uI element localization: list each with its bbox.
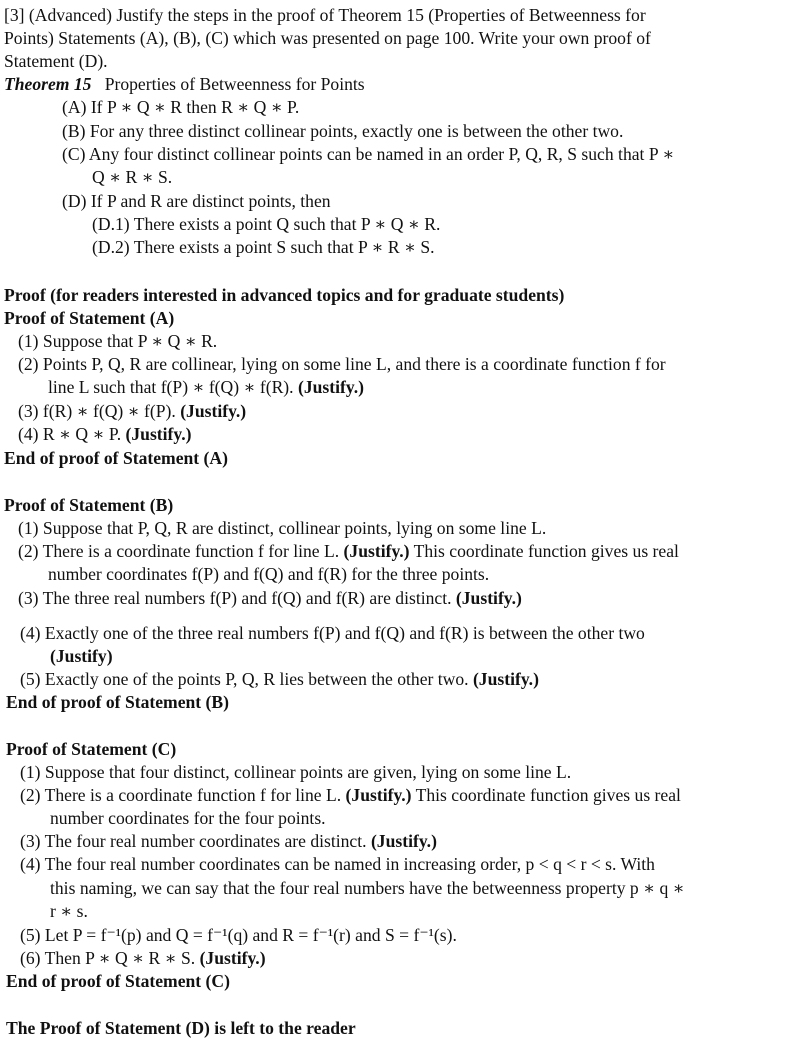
theorem-statement-c-line-2: Q ∗ R ∗ S. xyxy=(92,167,173,187)
justify-label: (Justify.) xyxy=(370,831,437,851)
proof-c-step-5: (5) Let P = f⁻¹(p) and Q = f⁻¹(q) and R = f⁻¹(r) and S = f⁻¹(s). xyxy=(20,925,457,945)
theorem-statement-d1: (D.1) There exists a point Q such that P ∗ Q ∗ R. xyxy=(92,214,441,234)
theorem-statement-a: (A) If P ∗ Q ∗ R then R ∗ Q ∗ P. xyxy=(62,97,300,117)
intro-line-2: Points) Statements (A), (B), (C) which was presented on page 100. Write your own proof of xyxy=(4,28,651,48)
proof-b-step-5: (5) Exactly one of the points P, Q, R lies between the other two. (Justify.) xyxy=(20,669,539,689)
proof-c-step-1: (1) Suppose that four distinct, collinear points are given, lying on some line L. xyxy=(20,762,572,782)
proof-a-step-2-line-2: line L such that f(P) ∗ f(Q) ∗ f(R). (Justify.) xyxy=(48,377,364,397)
theorem-title: Properties of Betweenness for Points xyxy=(104,74,365,94)
proof-c-step-2-line-2: number coordinates for the four points. xyxy=(50,808,326,828)
proof-b-step-3: (3) The three real numbers f(P) and f(Q) and f(R) are distinct. (Justify.) xyxy=(18,588,522,608)
justify-label: (Justify.) xyxy=(343,541,410,561)
proof-a-step-4: (4) R ∗ Q ∗ P. (Justify.) xyxy=(18,424,192,444)
intro-line-1: [3] (Advanced) Justify the steps in the proof of Theorem 15 (Properties of Betweenness for xyxy=(4,5,646,25)
justify-label: (Justify.) xyxy=(345,785,412,805)
proof-b-step-1: (1) Suppose that P, Q, R are distinct, collinear points, lying on some line L. xyxy=(18,518,547,538)
proof-a-end: End of proof of Statement (A) xyxy=(4,448,228,468)
proof-b-step-4-line-1: (4) Exactly one of the three real numbers f(P) and f(Q) and f(R) is between the other two xyxy=(20,623,645,643)
proof-c-step-2-line-1: (2) There is a coordinate function f for line L. (Justify.) This coordinate function gives us real xyxy=(20,785,681,805)
proof-c-end: End of proof of Statement (C) xyxy=(6,971,230,991)
proof-c-step-3: (3) The four real number coordinates are distinct. (Justify.) xyxy=(20,831,437,851)
proof-d-note: The Proof of Statement (D) is left to the reader xyxy=(6,1018,356,1038)
proof-c-step-4-line-3: r ∗ s. xyxy=(50,901,88,921)
theorem-statement-d2: (D.2) There exists a point S such that P ∗ R ∗ S. xyxy=(92,237,435,257)
proof-c-step-4-line-1: (4) The four real number coordinates can be named in increasing order, p < q < r < s. With xyxy=(20,854,655,874)
proof-b-heading: Proof of Statement (B) xyxy=(4,495,174,515)
proof-c-heading: Proof of Statement (C) xyxy=(6,739,177,759)
proof-a-step-2-line-1: (2) Points P, Q, R are collinear, lying on some line L, and there is a coordinate function f for xyxy=(18,354,666,374)
justify-label: (Justify.) xyxy=(455,588,522,608)
proof-heading: Proof (for readers interested in advanced topics and for graduate students) xyxy=(4,285,565,305)
justify-label: (Justify.) xyxy=(472,669,539,689)
intro-line-3: Statement (D). xyxy=(4,51,108,71)
theorem-statement-c-line-1: (C) Any four distinct collinear points can be named in an order P, Q, R, S such that P ∗ xyxy=(62,144,675,164)
justify-label: (Justify.) xyxy=(125,424,192,444)
proof-a-heading: Proof of Statement (A) xyxy=(4,308,175,328)
justify-label: (Justify.) xyxy=(199,948,266,968)
proof-c-step-6: (6) Then P ∗ Q ∗ R ∗ S. (Justify.) xyxy=(20,948,266,968)
proof-a-step-3: (3) f(R) ∗ f(Q) ∗ f(P). (Justify.) xyxy=(18,401,247,421)
theorem-statement-b: (B) For any three distinct collinear points, exactly one is between the other two. xyxy=(62,121,624,141)
theorem-heading xyxy=(4,73,365,96)
proof-b-step-2-line-1: (2) There is a coordinate function f for line L. (Justify.) This coordinate function gives us real xyxy=(18,541,679,561)
proof-b-step-2-line-2: number coordinates f(P) and f(Q) and f(R) for the three points. xyxy=(48,564,490,584)
justify-label: (Justify.) xyxy=(297,377,364,397)
theorem-statement-d: (D) If P and R are distinct points, then xyxy=(62,191,331,211)
theorem-label: Theorem 15 xyxy=(4,74,92,94)
proof-b-end: End of proof of Statement (B) xyxy=(6,692,230,712)
proof-a-step-1: (1) Suppose that P ∗ Q ∗ R. xyxy=(18,331,218,351)
proof-b-step-4-justify: (Justify) xyxy=(50,646,113,666)
proof-c-step-4-line-2: this naming, we can say that the four real numbers have the betweenness property p ∗ q ∗ xyxy=(50,878,685,898)
justify-label: (Justify.) xyxy=(180,401,247,421)
